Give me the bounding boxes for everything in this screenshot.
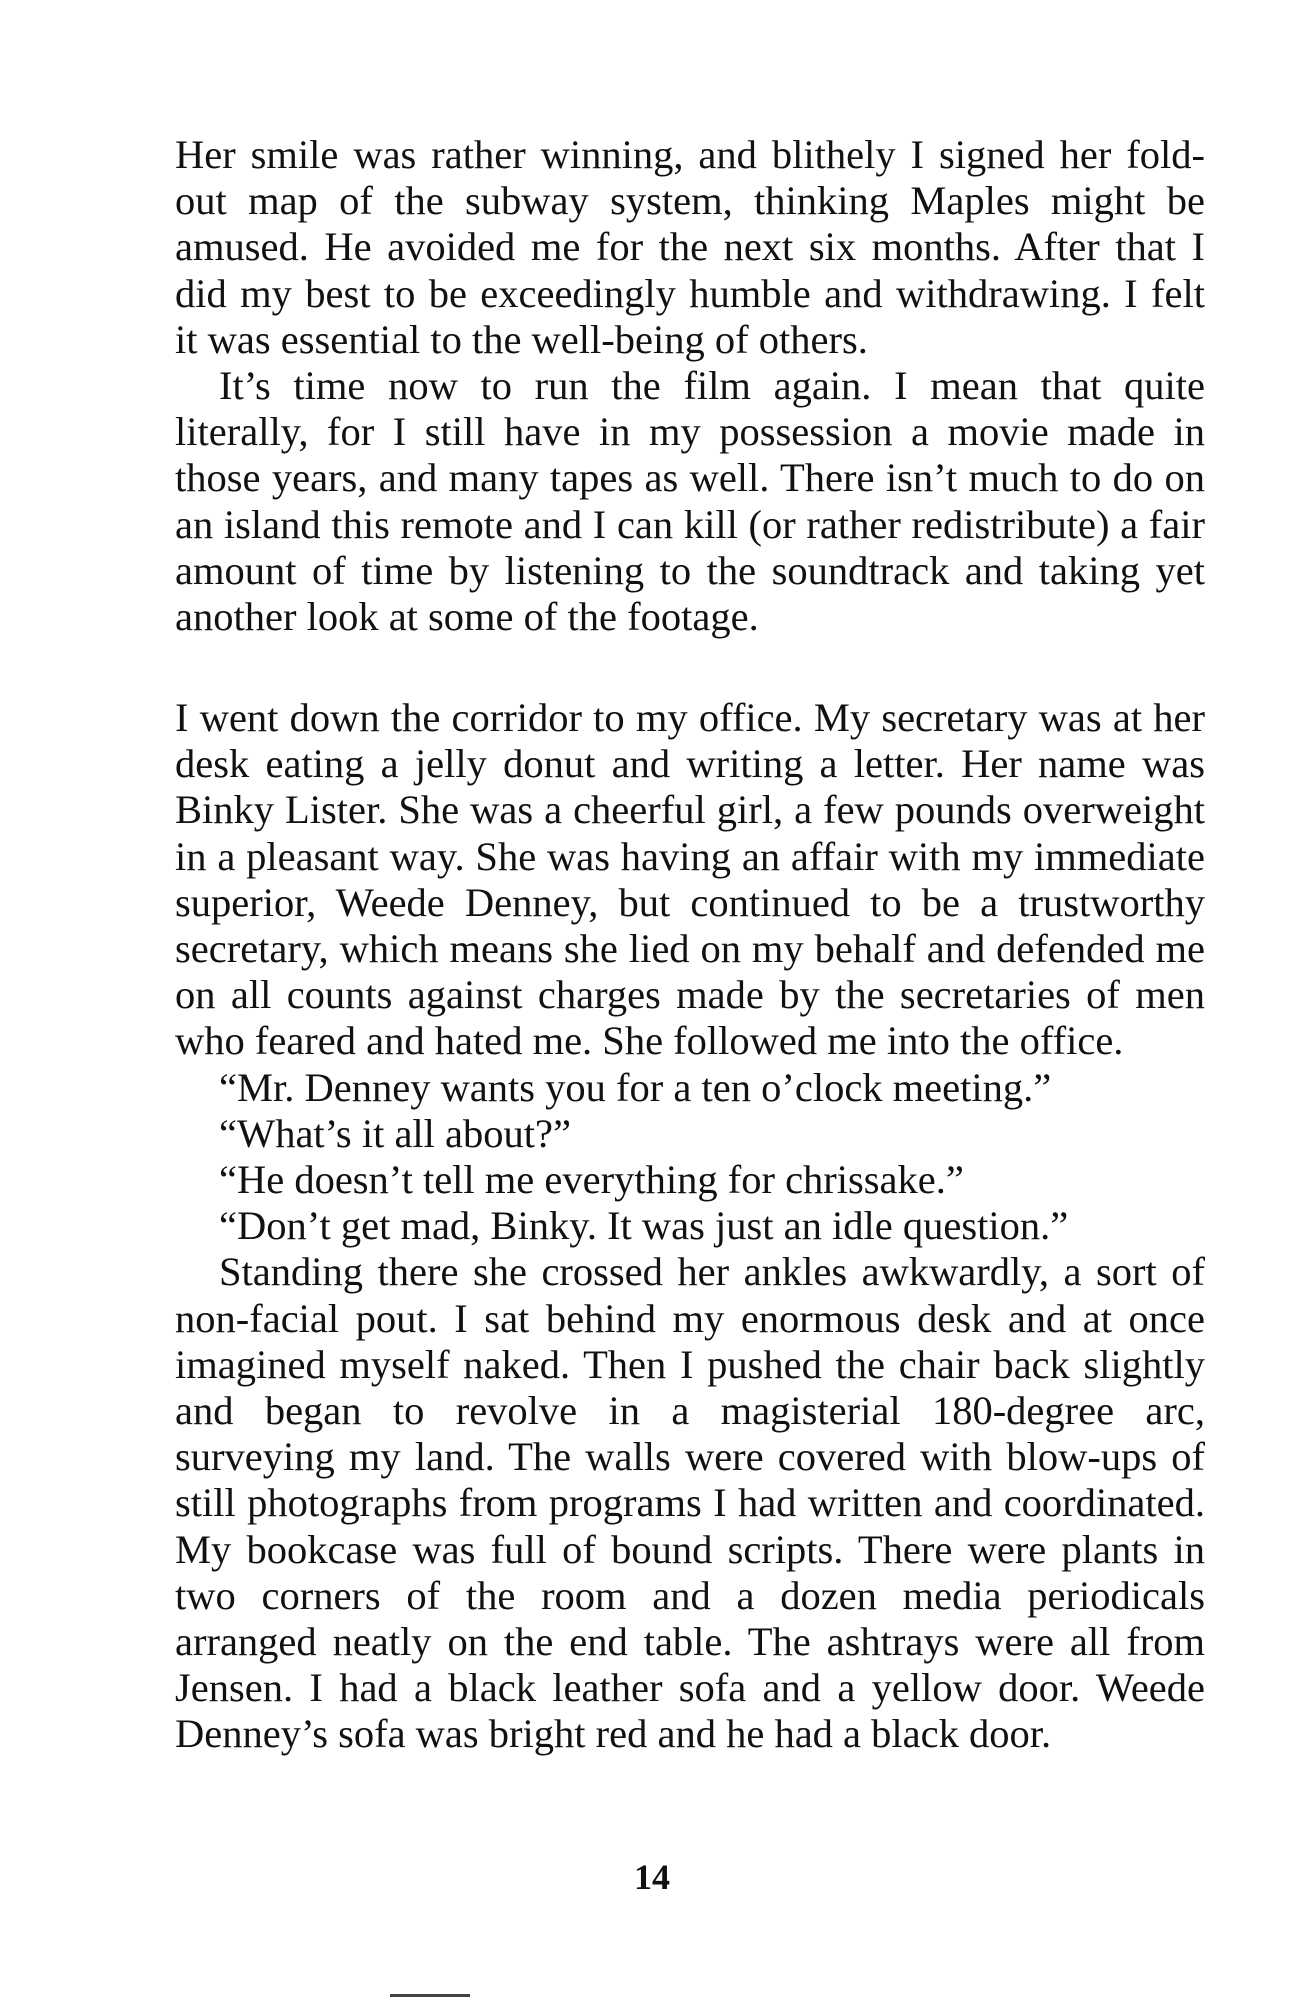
page-number: 14 [634,1857,670,1897]
dialogue-line: “He doesn’t tell me everything for chrissake.” [219,1157,964,1203]
paragraph: It’s time now to run the film again. I mean that quite literally, for I still have in my possession a movie made in those years, and many tapes as well. There isn’t much to do on an island this remote and I can kill (or rather redistribute) a fair amount of time by listening to the soundtrack and taking yet another look at some of the footage. [175,363,1205,640]
text-section-2 [175,695,1205,1758]
text-section-1 [175,132,1205,640]
scan-edge-mark [390,1994,470,1997]
dialogue-line: “Mr. Denney wants you for a ten o’clock meeting.” [219,1064,1052,1110]
dialogue-line: “What’s it all about?” [219,1110,571,1156]
dialogue-line: “Don’t get mad, Binky. It was just an idle question.” [219,1203,1069,1249]
paragraph: Her smile was rather winning, and blithely I signed her fold-out map of the subway system, thinking Maples might be amused. He avoided me for the next six months. After that I did my best to be exceedingly humble and withdrawing. I felt it was essential to the well-being of others. [175,132,1205,362]
paragraph: Standing there she crossed her ankles awkwardly, a sort of non-facial pout. I sat behind my enormous desk and at once imagined myself naked. Then I pushed the chair back slightly and began to revolve in a magisterial 180-degree arc, surveying my land. The walls were covered with blow-ups of still photographs from programs I had written and coordinated. My bookcase was full of bound scripts. There were plants in two corners of the room and a dozen media periodicals arranged neatly on the end table. The ashtrays were all from Jensen. I had a black leather sofa and a yellow door. Weede Denney’s sofa was bright red and he had a black door. [175,1249,1205,1757]
paragraph: I went down the corridor to my office. My secretary was at her desk eating a jelly donut and writing a letter. Her name was Binky Lister. She was a cheerful girl, a few pounds overweight in a pleasant way. She was having an affair with my immediate superior, Weede Denney, but continued to be a trustworthy secretary, which means she lied on my behalf and defended me on all counts against charges made by the secretaries of men who feared and hated me. She followed me into the office. [175,695,1205,1064]
